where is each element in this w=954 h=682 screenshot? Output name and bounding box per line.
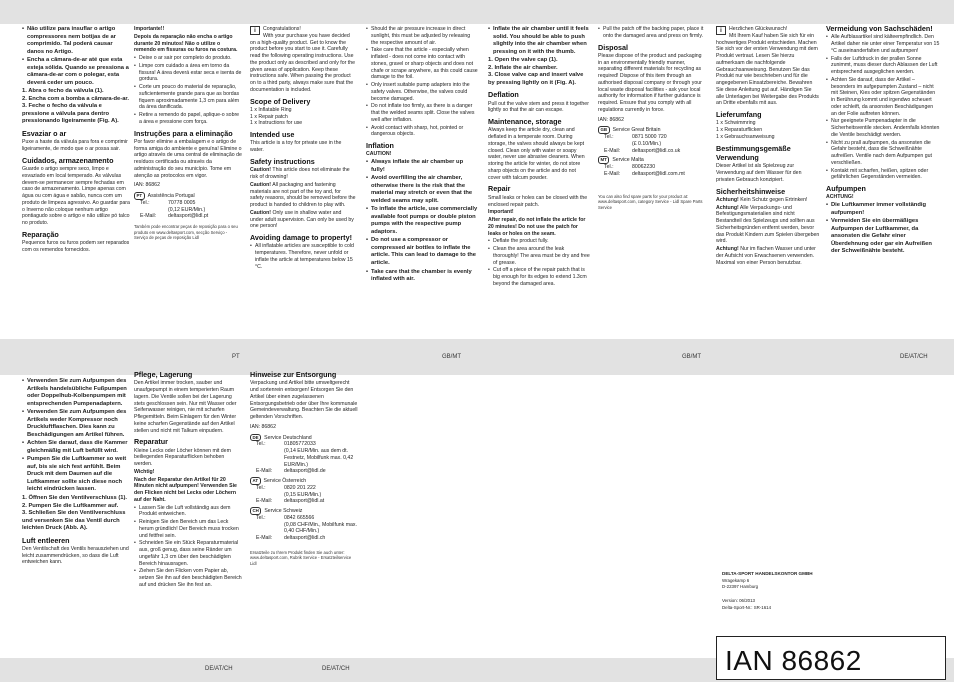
section-heading: Repair [488,184,511,194]
paragraph: Kleine Lecks oder Löcher können mit dem beiliegenden Reparaturflicken behoben werden. [134,447,231,468]
section-heading: Reparação [22,229,59,239]
paragraph: Pequenos furos ou furos podem ser reparados com os remendos fornecidos. [22,240,130,253]
gb-column-4 [598,26,704,338]
list-item: • Take care that the article - especially when inflated - does not come into contact with stones, gravel or sharp objects and does not chafe or scrape anywhere, as this could cause damage to the foil. [366,47,478,81]
section-heading: Maintenance, storage [488,117,562,127]
important-label: Important! [488,209,514,216]
tel-number: 0871 5000 720 [632,134,667,141]
paragraph: Puxe a haste da válvula para fora e comprimir ligeiramente, de modo que o ar possa sair. [22,139,128,153]
company-name: DELTA-SPORT HANDELSKONTOR GMBH [722,571,813,576]
list-item: 1 x Inflatable Ring [250,106,292,113]
company-info [722,571,813,611]
email-address: deltasport@lidl.at [284,498,325,505]
gb-column-2 [366,26,478,338]
tel-number: 70778 0005 [168,199,196,206]
intro-heading: Congratulations! [263,26,301,32]
service-name: Service Great Britain [612,127,661,134]
gb-column-3 [488,26,590,338]
step-item: 2. Encha com a bomba a câmara-de-ar. [22,95,129,102]
list-item: • Deflate the product fully. [488,238,590,245]
list-item: • Should the air pressure increase in direct sunlight, this must be adjusted by releasing the respective amount of air. [366,26,478,46]
list-item: • Reinigen Sie den Bereich um das Leck herum gründlich! Der Bereich muss trocken und fettfrei sein. [134,519,242,539]
de-column-4 [134,367,242,656]
step-item: 2. Pumpen Sie die Luftkammer auf. [22,502,119,509]
list-item: • To inflate the article, use commercially available foot pumps or double piston pumps with the respective pump adaptors. [366,206,478,236]
country-flag-icon: GB [598,126,610,134]
important-label: Wichtig! [134,468,155,475]
email-label: E-Mail: [604,147,621,154]
version-text: Version: 06/2013 [722,598,755,604]
country-flag-icon: CH [250,507,261,515]
article-number: Delta-Sport-Nr.: SR-1614 [722,604,772,610]
tel-label: Tel.: [604,134,614,141]
section-heading: Deflation [488,90,519,100]
list-item: • Schneiden Sie ein Stück Reparaturmaterial aus, groß genug, dass seine Ränder um ungefähr 1,3 cm über den beschädigten Bereich hinausragen. [134,540,242,567]
email-label: E-Mail: [256,468,273,475]
de-column-1 [716,26,820,338]
list-item: • Kontakt mit scharfen, heißen, spitzen oder gefährlichen Gegenständen vermeiden. [826,168,940,182]
tel-label: Tel.: [604,164,614,171]
service-name: Service Schweiz [264,508,303,515]
service-name: Service Malta [612,157,644,164]
list-item: • Corte um pouco do material de reparação, suficientemente grande para que as bordas fiquem aproximadamente 1,3 cm para além da área danificada. [134,84,242,111]
paragraph: Achtung! Alle Verpackungs- und Befestigungsmaterialien sind nicht Bestandteil des Spielzeugs und sollten aus Sicherheitsgründen entfernt werden, bevor das Produkt Kindern zum Spielen übergeben wird. [716,204,820,245]
list-item: • Pumpen Sie die Luftkammer so weit auf, bis sie sich fest anfühlt. Beim Druck mit dem Daumen auf die Luftkammer sollte sich diese noch leicht eindrücken lassen. [22,456,130,494]
section-heading: Instruções para a eliminação [134,128,233,138]
list-item: 1 x Instructions for use [250,120,303,127]
country-flag-icon: AT [250,477,261,485]
section-heading: Vermeidung von Sachschäden! [826,24,933,33]
country-flag-icon: MT [598,156,609,164]
paragraph: This article is a toy for private use in the water. [250,140,342,154]
tel-price: (£ 0.10/Min.) [632,140,662,147]
list-item: • Deixe o ar sair por completo do produto. [134,55,242,62]
step-item: 3. Schließen Sie den Ventilverschluss und versenken Sie das Ventil durch leichten Druck (Abb. A). [22,510,126,532]
section-heading: Cuidados, armazenamento [22,155,114,165]
list-item: 1 x Reparaturflicken [716,127,763,134]
list-item: • Não utilize para insuflar o artigo compressores nem botijas de ar comprimido. Tal poderá causar danos no Artigo. [22,26,130,56]
list-item: • Vermeiden Sie ein übermäßiges Aufpumpen der Luftkammer, da ansonsten die Gefahr einer Überdehnung oder gar ein Aufreißen der Schweißnähte besteht. [826,218,940,256]
paragraph: Small leaks or holes can be closed with the enclosed repair patch. [488,194,588,208]
section-heading: Luft entleeren [22,535,70,545]
paragraph: Por favor elimine a embalagem e o artigo de forma amiga do ambiente e genuína! Elimine o artigo através de uma central de eliminação de resíduos certificada ou através da administração do seu município. Tome em atenção as protocolos em vigor. [134,138,242,179]
paragraph: Den Artikel immer trocken, sauber und unaufgepumpt in einem temperierten Raum lagern. Die Ventile sollen bei der Lagerung stets geschlossen sein. Nur mit Wasser oder Seifenwasser reinigen, nie mit scharfen Pflegemitteln. Beim Einlagern für den Winter keine scharfen Gegenstände auf den Artikel stellen und nicht mit Talkum einpudern. [134,380,237,434]
list-item: • Pull the patch off the backing paper, place it onto the damaged area and press on firmly. [598,26,704,40]
list-item: • Inflate the air chamber until it feels solid. You should be able to push slightly into the air chamber when pressing on it with the thumb. [488,26,590,56]
service-name: Service Deutschland [264,434,312,441]
service-name: Assistência Portugal [147,193,195,200]
ian-number: IAN: 86862 [250,423,276,430]
ian-number: IAN: 86862 [598,116,624,123]
section-heading: Sicherheitshinweise [716,186,786,196]
step-item: 3. Close valve cap and insert valve by pressing lightly on it (Fig. A). [488,72,584,86]
page-label-de-bottom-1: DE/AT/CH [205,666,233,672]
paragraph: Mit Ihrem Kauf haben Sie sich für ein hochwertiges Produkt entschieden. Machen Sie sich vor der ersten Verwendung mit dem Produkt vertraut. Lesen Sie hierzu aufmerksam die nachfolgende Gebrauchsanweisung. Benutzen Sie das Produkt nur wie beschrieben und für die angegebenen Einsatzbereiche. Bewahren Sie diese Anleitung gut auf. Händigen Sie alle Unterlagen bei Weitergabe des Produkts an Dritte ebenfalls mit aus. [716,32,819,107]
tel-label: Tel.: [140,199,150,206]
tel-number: 0842 665566 [284,514,315,521]
section-heading: Disposal [598,42,628,52]
step-item: 1. Öffnen Sie den Ventilverschluss (1). [22,494,128,501]
list-item: • Encha a câmara-de-ar até que esta esteja sólida. Quando se pressiona a câmara-de-ar com o polegar, esta deverá ceder um pouco. [22,57,130,87]
list-item: • Alle Aufblasartikel sind kälteempfindlich. Den Artikel daher nie unter einer Temperatur von 15 °C auseinanderfalten und aufpumpen! [826,34,940,54]
list-item: • Clean the area around the leak thoroughly! The area must be dry and free of grease. [488,246,590,266]
email-label: E-Mail: [140,213,157,220]
paragraph: Pull out the valve stem and press it together lightly so that the air can escape. [488,100,589,114]
de-column-2 [826,24,940,338]
tel-number: 01805772033 [284,441,316,448]
section-heading: Reparatur [134,437,168,447]
list-item: • Avoid overfilling the air chamber, otherwise there is the risk that the material may stretch or even that the welded seams may split. [366,175,478,205]
ian-big-number: IAN 86862 [725,645,862,676]
section-heading: Lieferumfang [716,110,762,119]
info-note-icon: i [716,26,726,35]
paragraph: Caution! Only use in shallow water and under adult supervision. Can only be used by one person! [250,209,354,230]
tel-price: (0,15 EUR/Min.) [284,491,322,498]
gb-column-1 [250,26,356,338]
paragraph: Achtung! Kein Schutz gegen Ertrinken! [716,196,808,203]
important-text: After repair, do not inflate the article for 20 minutes! Do not use the patch for leaks or holes on the seam. [488,217,586,237]
list-item: • Retire a remendo do papel, aplique-o sobre a área e pressione com força. [134,112,242,126]
de-column-3 [22,378,130,656]
section-heading: Pflege, Lagerung [134,370,193,379]
list-item: • Ziehen Sie den Flicken vom Papier ab, setzen Sie ihn auf den beschädigten Bereich auf und drücken Sie ihn fest an. [134,568,242,588]
list-item: • Achten Sie darauf, dass der Artikel – besonders im aufgepumpten Zustand – nicht mit Steinen, Kies oder spitzen Gegenständen in Berührung kommt und irgendwo scheuert oder schleift, da ansonsten Beschädigungen an der Folie auftreten können. [826,77,940,118]
email-address: deltasport@lidl.com.mt [632,170,685,177]
company-street: Wragekamp 6 [722,577,750,583]
company-city: D-22397 Hamburg [722,584,759,590]
info-note-icon: i [250,26,260,35]
spare-parts-note: Ersatzteile zu Ihrem Produkt finden Sie auch unter: www.deltasport.com, Rubrik Service - Ersatzteilservice Lidl [250,549,352,566]
list-item: • Cut off a piece of the repair patch that is big enough for its edges to extend 1.3cm beyond the damaged area. [488,267,590,287]
pt-column-2 [134,26,242,338]
list-item: • Limpe com cuidado a área em torno da fissura! A área deverá estar seca e isenta de gordura. [134,63,242,83]
pt-column-1 [22,26,130,338]
intro-heading: Herzlichen Glückwunsch! [729,26,788,32]
tel-label: Tel.: [256,484,266,491]
list-item: • Do not inflate too firmly, as there is a danger that the welded seams split. Close the valves well after inflation. [366,103,478,123]
de-column-5 [250,367,358,656]
step-item: 1. Open the valve cap (1). [488,57,558,64]
email-address: deltasport@lidl.co.uk [632,147,681,154]
spare-parts-note: Também pode encontrar peças de reposição para o seu produto em www.deltasport.com, secção Serviço - Serviço de peças de reposição Lidl [134,224,238,241]
email-label: E-Mail: [256,498,273,505]
email-label: E-Mail: [256,535,273,542]
email-label: E-Mail: [604,170,621,177]
spare-parts-note: You can also find spare parts for your product at: www.deltasport.com, category Service - Lidl Spare Parts Service [598,193,703,210]
important-text: Nach der Reparatur den Artikel für 20 Minuten nicht aufpumpen! Verwenden Sie den Flicken nicht bei Lecks oder Löchern auf der Naht. [134,476,237,503]
section-heading: Bestimmungsgemäße Verwendung [716,143,791,162]
important-label: Importante!! [134,26,165,32]
paragraph: Guarde o artigo sempre seco, limpo e esvaziado em local temperado. As válvulas devem-se permanecer sempre fechadas em caso de armazenamento. Limpe apenas com água ou com água e sabão, nunca com um produto de limpeza agressivo. Ao guardar para o Inverno não coloque nenhum artigo pontiagudo sobre o artigo e não utilize pó talco no produto. [22,166,130,227]
list-item: • Falls der Luftdruck in der prallen Sonne zunimmt, muss dieser durch Ablassen der Luft entsprechend ausgeglichen werden. [826,56,940,76]
section-heading: Avoiding damage to property! [250,233,352,243]
section-heading: Aufpumpen [826,184,866,194]
caution-label: CAUTION! [366,151,392,158]
section-heading: Hinweise zur Entsorgung [250,370,337,379]
list-item: • Always inflate the air chamber up fully! [366,159,478,174]
country-flag-icon: PT [134,192,145,200]
paragraph: Verpackung und Artikel bitte umweltgerecht und sortenrein entsorgen! Entsorgen Sie den Artikel über einen zugelassenen Entsorgungsbetrieb oder über Ihre kommunale Gemeindeverwaltung. Beachten Sie die aktuell geltenden Vorschriften. [250,380,358,421]
paragraph: Den Ventilschaft des Ventils herausziehen und leicht zusammendrücken, so dass die Luft entweichen kann. [22,545,129,566]
list-item: • Avoid contact with sharp, hot, pointed or dangerous objects. [366,125,478,139]
country-flag-icon: DE [250,434,261,442]
tel-price: (0,14 EUR/Min. aus dem dt. Festnetz, Mobilfunk max. 0,42 EUR/Min.) [284,448,354,468]
ian-box [716,636,946,680]
page-label-gb-2: GB/MT [682,354,701,360]
paragraph: Caution! All packaging and fastening materials are not part of the toy and, for safety reasons, should be removed before the product is handed to children to play with. [250,181,356,209]
section-heading: Scope of Delivery [250,96,311,106]
tel-label: Tel.: [256,514,266,521]
page-label-pt: PT [232,354,240,360]
page-label-gb-1: GB/MT [442,354,461,360]
email-address: deltasport@lidl.de [284,468,326,475]
top-bar [0,0,954,24]
section-heading: Esvaziar o ar [22,128,67,138]
service-name: Service Österreich [263,478,307,485]
page-label-de: DE/AT/CH [900,354,928,360]
tel-label: Tel.: [256,441,266,448]
section-heading: Inflation [366,141,394,150]
list-item: • Nicht zu prall aufpumpen, da ansonsten die Gefahr besteht, dass die Schweißnähte aufreißen. Ventile nach dem Aufpumpen gut verschließen. [826,140,940,167]
tel-number: 0820 201 222 [284,484,316,491]
caution-label: ACHTUNG! [826,194,854,201]
tel-number: 80062230 [632,164,656,171]
list-item: • Only insert suitable pump adapters into the safety valves. Otherwise, the valves could become damaged. [366,82,478,102]
list-item: • Die Luftkammer immer vollständig aufpumpen! [826,202,940,217]
list-item: 1 x Schwimmring [716,120,756,127]
list-item: • Lassen Sie die Luft vollständig aus dem Produkt entweichen. [134,505,242,519]
important-text: Depois da reparação não encha o artigo durante 20 minutos! Não o utilize o remendo em fissuras ou furos na costura. [134,33,238,54]
list-item: • Achten Sie darauf, dass die Kammer gleichmäßig mit Luft befüllt wird. [22,440,130,455]
paragraph: With your purchase you have decided on a high-quality product. Get to know the product before you start to use it. Carefully read the following operating instructions. Use the product only as described and only for the given areas of application. Keep these instructions safe. When passing the product on to a third party, always make sure that the documentation is included. [250,32,355,93]
list-item: • Nur geeignete Pumpenadapter in die Sicherheitsventile stecken. Andernfalls könnten die Ventile beschädigt werden. [826,118,940,138]
section-heading: Safety instructions [250,156,315,166]
list-item: • Verwenden Sie zum Aufpumpen des Artikels handelsübliche Fußpumpen oder Doppelhub-Kolbenpumpen mit entsprechenden Pumpenadaptern. [22,378,130,408]
paragraph: Always keep the article dry, clean and deflated in a temperate room. During storage, the valves should always be kept closed. Clean only with water or soapy water, never use abrasive cleaners. When storing the article for winter, do not store sharp objects on the article and do not cover with talcum powder. [488,127,585,181]
list-item: 1 x Repair patch [250,113,288,120]
list-item: • Take care that the chamber is evenly inflated with air. [366,269,478,284]
email-address: deltasport@lidl.pt [168,213,209,220]
tel-price: (0,08 CHF/Min., Mobilfunk max. 0,40 CHF/Min.) [284,521,357,535]
list-item: • Do not use a compressor or compressed air bottles to inflate the article. This can lead to damage to the article. [366,237,478,267]
list-item: • All inflatable articles are susceptible to cold temperatures. Therefore, never unfold or inflate the article at temperatures below 15 °C. [250,243,356,270]
paragraph: Achtung! Nur im flachen Wasser und unter der Aufsicht von Erwachsenen verwenden. Maximal von einer Person benutzbar. [716,246,816,266]
ian-number: IAN: 86862 [134,182,160,189]
email-address: deltasport@lidl.ch [284,535,326,542]
list-item: 1 x Gebrauchsanweisung [716,133,775,140]
paragraph: Dieser Artikel ist als Spielzeug zur Verwendung auf dem Wasser für den privaten Gebrauch konzipiert. [716,163,802,183]
step-item: 2. Inflate the air chamber. [488,64,558,71]
paragraph: Caution! This article does not eliminate the risk of drowning! [250,167,350,181]
list-item: • Verwenden Sie zum Aufpumpen des Artikels weder Kompressor noch Druckluftflaschen. Dies kann zu Beschädigungen am Artikel führen. [22,409,130,439]
section-heading: Intended use [250,130,295,140]
step-item: 1. Abra o fecho da válvula (1). [22,88,104,95]
page-label-de-bottom-2: DE/AT/CH [322,666,350,672]
step-item: 3. Feche o fecho da válvula e pressione a válvula para dentro pressionando ligeiramente (Fig. A). [22,103,119,125]
paragraph: Please dispose of the product and packaging in an environmentally friendly manner, separating different materials for recycling as required! Dispose of this item through an authorised disposal company or through your local waste disposal facilities - ask your local authority for information if further guidance is required. Ensure that you comply with all regulations currently in force. [598,52,702,113]
tel-price: (0,12 EUR/Min.) [168,206,206,213]
